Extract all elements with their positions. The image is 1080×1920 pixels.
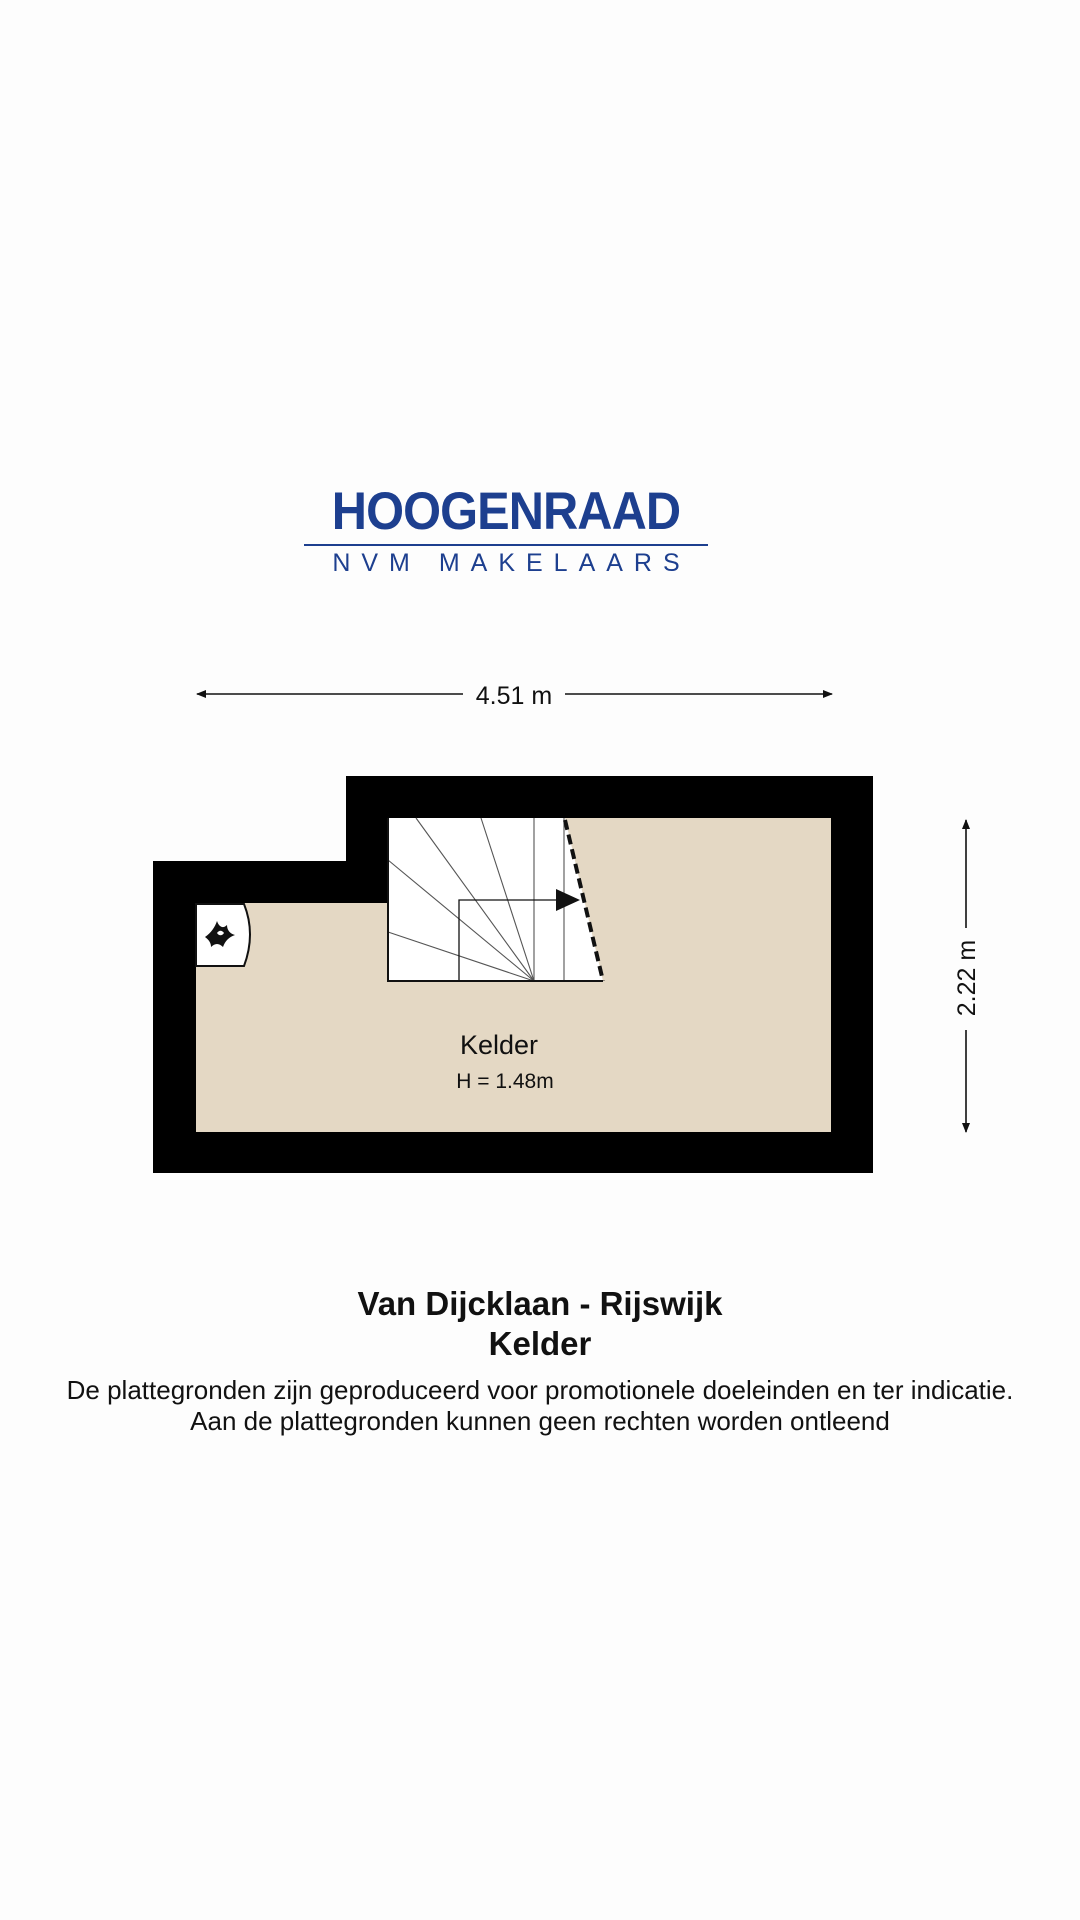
floor-title: Kelder	[488, 1325, 592, 1362]
logo-name: HOOGENRAAD	[331, 482, 681, 541]
staircase	[388, 818, 603, 981]
height-dimension	[953, 820, 981, 1132]
address-title: Van Dijcklaan - Rijswijk	[357, 1285, 723, 1322]
disclaimer-line-2: Aan de plattegronden kunnen geen rechten worden ontleend	[190, 1406, 890, 1436]
width-dimension	[197, 682, 832, 710]
logo-tagline: NVM MAKELAARS	[332, 549, 691, 577]
boiler	[196, 904, 250, 966]
room-height-label: H = 1.48m	[456, 1070, 554, 1093]
room-name-label: Kelder	[459, 1030, 539, 1060]
disclaimer	[0, 1375, 1080, 1437]
disclaimer-line-1: De plattegronden zijn geproduceerd voor promotionele doeleinden en ter indicatie.	[66, 1375, 1014, 1405]
height-dimension-label: 2.22 m	[953, 939, 981, 1017]
width-dimension-label: 4.51 m	[475, 682, 553, 710]
